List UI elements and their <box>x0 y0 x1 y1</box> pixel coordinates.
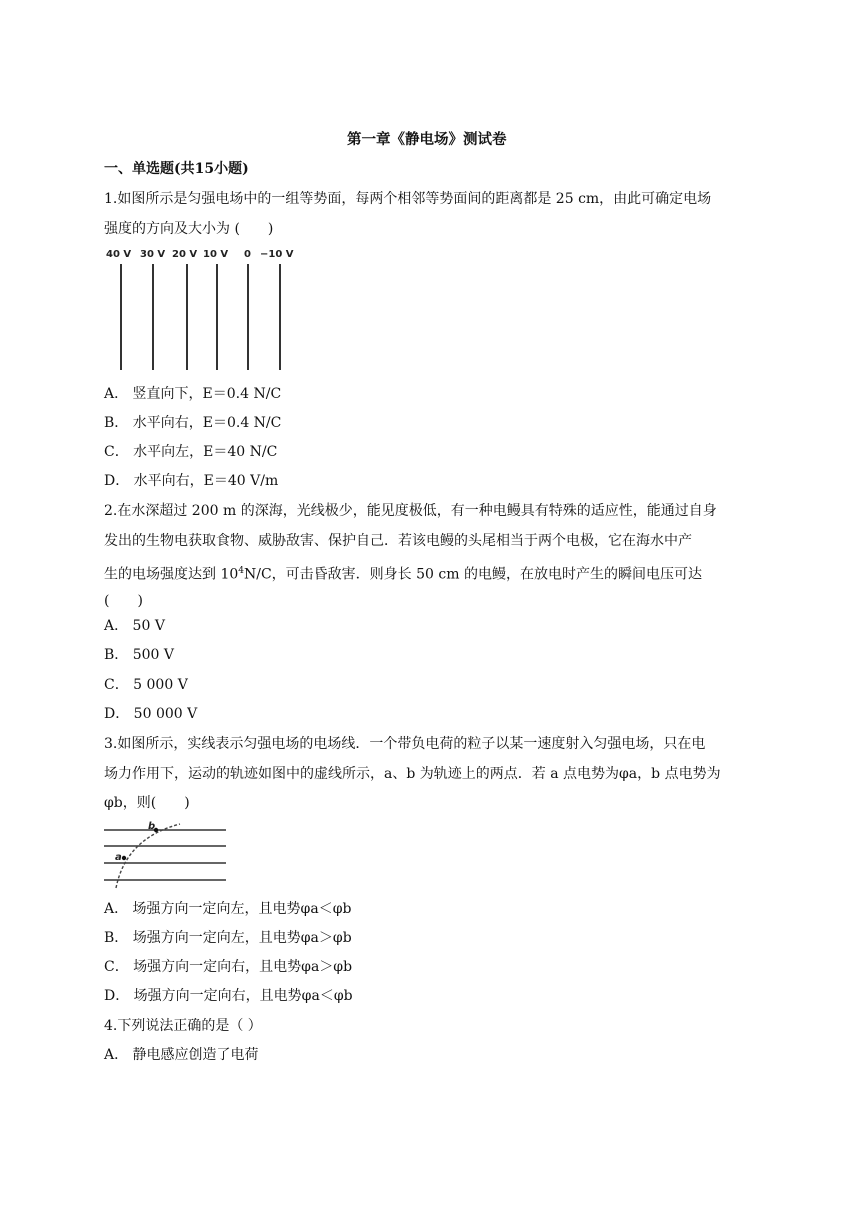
question-2-text-line2: 发出的生物电获取食物、威胁敌害、保护自己．若该电鳗的头尾相当于两个电极，它在海水中产 <box>104 533 692 549</box>
question-3-option-c: C． 场强方向一定向右，且电势φa＞φb <box>104 959 353 975</box>
question-1-text-line1: 1.如图所示是匀强电场中的一组等势面，每两个相邻等势面间的距离都是 25 cm，由此可确定电场 <box>104 191 712 207</box>
equipotential-figure <box>102 244 302 374</box>
question-1-text-line2: 强度的方向及大小为 ( ) <box>104 221 274 237</box>
equipotential-label-20v: 20 V <box>172 249 198 260</box>
question-2-text-line4: ( ) <box>104 593 143 609</box>
question-2-option-c: C． 5 000 V <box>104 677 188 693</box>
question-3-option-a: A． 场强方向一定向左，且电势φa＜φb <box>104 901 352 917</box>
point-a <box>122 856 126 860</box>
question-2-option-b: B． 500 V <box>104 647 175 663</box>
section-heading: 一、单选题(共15小题) <box>104 161 249 177</box>
question-1-option-b: B． 水平向右，E＝0.4 N/C <box>104 415 282 431</box>
question-2-text-line3-part1: 生的电场强度达到 10 <box>104 566 239 583</box>
question-2-text-line3-part2: N/C，可击昏敌害．则身长 50 cm 的电鳗，在放电时产生的瞬间电压可达 <box>244 566 702 583</box>
question-3-text-line1: 3.如图所示，实线表示匀强电场的电场线．一个带负电荷的粒子以某一速度射入匀强电场，只在电 <box>104 736 706 752</box>
question-4-option-a: A． 静电感应创造了电荷 <box>104 1047 259 1063</box>
equipotential-label-30v: 30 V <box>140 249 166 260</box>
question-2-text-line3 <box>104 562 702 584</box>
question-1-option-d: D． 水平向右，E＝40 V/m <box>104 473 279 489</box>
equipotential-label-40v: 40 V <box>106 249 132 260</box>
question-1-option-a: A． 竖直向下，E＝0.4 N/C <box>104 386 282 402</box>
page-title: 第一章《静电场》测试卷 <box>347 131 507 148</box>
question-4-text-line1: 4.下列说法正确的是（ ） <box>104 1018 262 1034</box>
point-a-label: a <box>115 852 122 863</box>
question-3-option-b: B． 场强方向一定向左，且电势φa＞φb <box>104 930 352 946</box>
point-b-label: b <box>148 821 156 832</box>
question-3-text-line2: 场力作用下，运动的轨迹如图中的虚线所示，a、b 为轨迹上的两点．若 a 点电势为φa，b 点电势为 <box>104 766 721 782</box>
question-1-option-c: C． 水平向左，E＝40 N/C <box>104 444 278 460</box>
question-2-option-d: D． 50 000 V <box>104 706 198 722</box>
question-2-option-a: A． 50 V <box>104 618 165 634</box>
particle-trajectory <box>116 824 180 888</box>
question-3-option-d: D． 场强方向一定向右，且电势φa＜φb <box>104 988 353 1004</box>
question-2-text-line1: 2.在水深超过 200 m 的深海，光线极少，能见度极低，有一种电鳗具有特殊的适应性，能通过自身 <box>104 503 717 519</box>
field-lines-figure <box>102 818 232 890</box>
equipotential-label-10v: 10 V <box>203 249 229 260</box>
equipotential-label-0v: 0 <box>244 249 251 260</box>
question-2-exponent: 4 <box>238 566 244 576</box>
question-3-text-line3: φb，则( ) <box>104 795 190 811</box>
equipotential-label-neg10v: −10 V <box>260 249 294 260</box>
